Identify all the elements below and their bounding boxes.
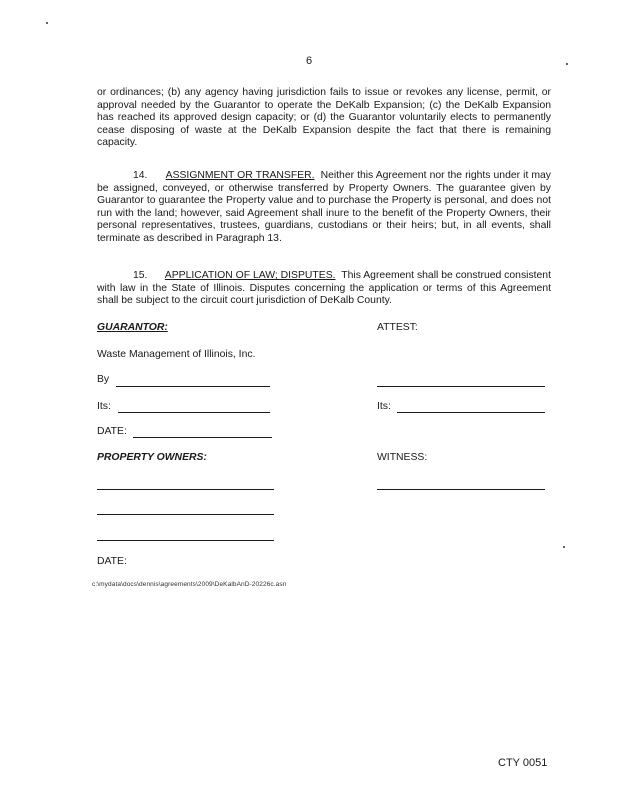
section-15-number: 15. (133, 270, 148, 281)
section-15-body: This Agreement shall be construed consistent with law in the State of Illinois. Disputes concerning the application or terms of this Agreement shall be subject to the circuit court jurisdiction of DeKalb County. (97, 270, 551, 307)
page-number: 6 (305, 55, 313, 67)
file-path-footer: c:\mydata\docs\dennis\agreements\2009\DeKalbAnD-20226c.asn (92, 581, 287, 588)
scan-speck (563, 546, 565, 548)
section-15-heading: APPLICATION OF LAW; DISPUTES. (164, 270, 336, 281)
witness-label: WITNESS: (377, 452, 428, 463)
company-name: Waste Management of Illinois, Inc. (97, 349, 256, 360)
its-line-left (118, 412, 270, 413)
property-owner-line-2 (97, 514, 274, 515)
its-label-right: Its: (377, 401, 391, 412)
section-15-paragraph (97, 270, 551, 308)
continuation-paragraph (97, 87, 551, 150)
scan-speck (46, 22, 48, 24)
date-line-guarantor (133, 437, 272, 438)
its-line-right (397, 412, 545, 413)
its-label-left: Its: (97, 401, 111, 412)
by-label: By (97, 374, 110, 385)
scan-speck (566, 63, 568, 65)
attest-signature-line (377, 386, 545, 387)
attest-label: ATTEST: (377, 322, 418, 333)
section-15 (97, 270, 551, 308)
witness-line (377, 489, 545, 490)
guarantor-label: GUARANTOR: (97, 322, 168, 333)
continuation-text: or ordinances; (b) any agency having jurisdiction fails to issue or revokes any license, permit, or approval needed by the Guarantor to operate the DeKalb Expansion; (c) the DeKalb Expansion has reached its approved design capacity; or (d) the Guarantor voluntarily elects to permanently cease disposing of waste at the DeKalb Expansion despite the fact that there is remaining capacity. (97, 87, 551, 149)
section-14-body: Neither this Agreement nor the rights under it may be assigned, conveyed, or otherwise transferred by Property Owners. The guarantee given by Guarantor to guarantee the Property value and to purchase the Property is personal, and does not run with the land; however, said Agreement shall inure to the benefit of the Property Owners, their personal representatives, trustees, guardians, custodians or their heirs; but, in all events, shall terminate as described in Paragraph 13. (97, 170, 551, 244)
by-signature-line (116, 386, 270, 387)
bates-number: CTY 0051 (498, 757, 548, 769)
property-owners-label: PROPERTY OWNERS: (97, 452, 207, 463)
section-14-number: 14. (133, 170, 148, 181)
section-14 (97, 170, 551, 246)
date-label-guarantor: DATE: (97, 426, 127, 437)
property-owner-line-3 (97, 540, 274, 541)
section-14-heading: ASSIGNMENT OR TRANSFER. (165, 170, 315, 181)
date-label-owners: DATE: (97, 556, 127, 567)
property-owner-line-1 (97, 489, 274, 490)
section-14-paragraph (97, 170, 551, 246)
